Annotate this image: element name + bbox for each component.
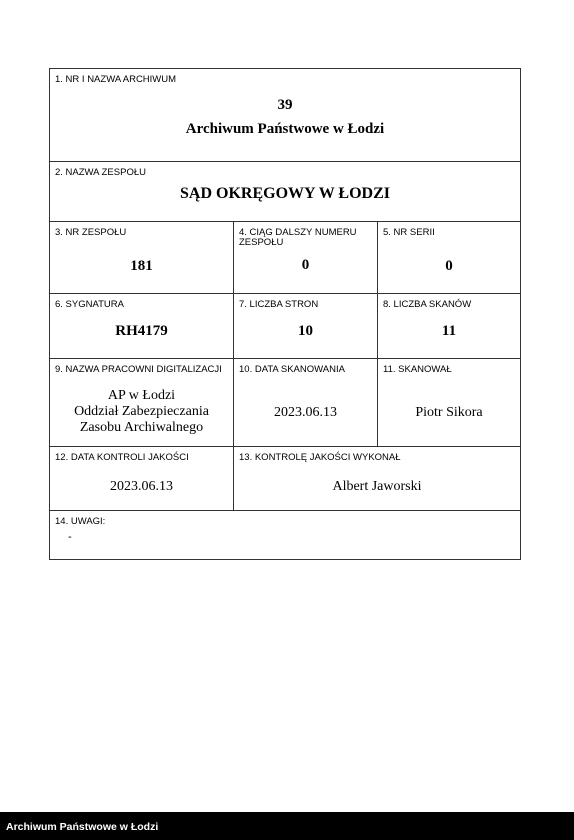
footer-text: Archiwum Państwowe w Łodzi xyxy=(6,821,159,833)
continuation-value: 0 xyxy=(301,257,310,273)
lab-label: 9. NAZWA PRACOWNI DIGITALIZACJI xyxy=(55,364,222,375)
cell-scan-date xyxy=(233,359,377,446)
lab-line-3: Zasobu Archiwalnego xyxy=(79,420,204,435)
fond-label: 2. NAZWA ZESPOŁU xyxy=(55,167,146,178)
scan-date-value: 2023.06.13 xyxy=(274,405,337,420)
cell-qc-date xyxy=(50,447,233,510)
scans-label: 8. LICZBA SKANÓW xyxy=(383,299,472,310)
pages-value: 10 xyxy=(298,323,313,339)
remarks-value: - xyxy=(68,531,72,543)
scans-value: 11 xyxy=(441,323,457,339)
cell-pages xyxy=(233,294,377,358)
lab-line-1: AP w Łodzi xyxy=(107,388,176,403)
cell-scanned-by xyxy=(377,359,520,446)
cell-qc-by xyxy=(233,447,520,510)
scanned-by-value: Piotr Sikora xyxy=(415,405,483,420)
continuation-label: 4. CIĄG DALSZY NUMERU ZESPOŁU xyxy=(239,227,357,248)
fond-number-value: 181 xyxy=(130,258,153,274)
qc-date-value: 2023.06.13 xyxy=(110,479,173,494)
cell-lab xyxy=(50,359,233,446)
pages-label: 7. LICZBA STRON xyxy=(239,299,319,310)
row-remarks xyxy=(50,511,520,559)
series-value: 0 xyxy=(445,258,453,274)
qc-date-label: 12. DATA KONTROLI JAKOŚCI xyxy=(55,452,189,463)
lab-line-2: Oddział Zabezpieczania xyxy=(74,404,209,419)
cell-series xyxy=(377,222,520,293)
fond-number-label: 3. NR ZESPOŁU xyxy=(55,227,127,238)
remarks-label: 14. UWAGI: xyxy=(55,516,106,527)
cell-continuation xyxy=(233,222,377,293)
cell-signature xyxy=(50,294,233,358)
signature-label: 6. SYGNATURA xyxy=(55,299,124,310)
row-digitization xyxy=(50,359,520,447)
metadata-form xyxy=(49,68,521,560)
archive-name: Archiwum Państwowe w Łodzi xyxy=(185,121,385,137)
cell-remarks xyxy=(50,511,520,559)
cell-scans xyxy=(377,294,520,358)
archive-number: 39 xyxy=(277,97,293,113)
scanned-by-label: 11. SKANOWAŁ xyxy=(383,364,452,375)
row-quality xyxy=(50,447,520,511)
cell-archive xyxy=(50,69,520,161)
cell-fond xyxy=(50,162,520,221)
cell-fond-number xyxy=(50,222,233,293)
row-signature xyxy=(50,294,520,359)
series-label: 5. NR SERII xyxy=(383,227,435,238)
scan-date-label: 10. DATA SKANOWANIA xyxy=(239,364,345,375)
qc-by-label: 13. KONTROLĘ JAKOŚCI WYKONAŁ xyxy=(239,452,401,463)
row-numbers xyxy=(50,222,520,294)
archive-label: 1. NR I NAZWA ARCHIWUM xyxy=(55,74,177,85)
footer-bar xyxy=(0,812,574,840)
fond-name: SĄD OKRĘGOWY W ŁODZI xyxy=(180,185,390,202)
signature-value: RH4179 xyxy=(115,323,168,339)
qc-by-value: Albert Jaworski xyxy=(332,479,422,494)
row-fond xyxy=(50,162,520,222)
row-archive xyxy=(50,69,520,162)
